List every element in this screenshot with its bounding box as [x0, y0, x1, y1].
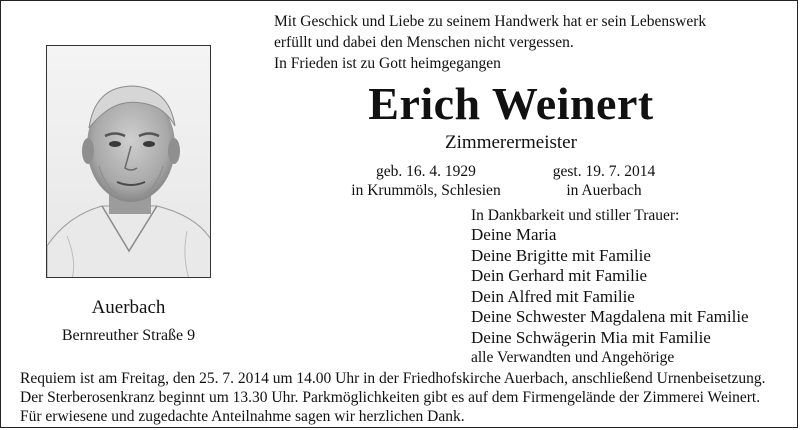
- mourners-intro: In Dankbarkeit und stiller Trauer:: [471, 207, 680, 224]
- death-place: in Auerbach: [566, 182, 642, 199]
- notice-line-3: Für erwiesene und zugedachte Anteilnahme sagen wir herzlichen Dank.: [20, 408, 465, 425]
- motto-line-1: Mit Geschick und Liebe zu seinem Handwerk hat er sein Lebenswerk: [274, 13, 707, 30]
- portrait-image: [47, 46, 211, 278]
- motto-line-2: erfüllt und dabei den Menschen nicht vergessen.: [274, 34, 574, 51]
- deceased-profession: Zimmerermeister: [445, 132, 577, 153]
- peace-text: In Frieden ist zu Gott heimgegangen: [274, 55, 501, 72]
- mourner-entry: Deine Schwägerin Mia mit Familie: [471, 327, 711, 347]
- birth-info: [327, 162, 525, 200]
- death-info: [543, 162, 665, 200]
- mourners-list: [471, 206, 749, 367]
- address-city: Auerbach: [91, 297, 166, 318]
- address-street: Bernreuther Straße 9: [61, 327, 196, 344]
- birth-place: in Krummöls, Schlesien: [351, 182, 501, 199]
- mourner-entry: Deine Schwester Magdalena mit Familie: [471, 307, 749, 326]
- deceased-name: Erich Weinert: [368, 78, 654, 129]
- mourner-entry: Deine Brigitte mit Familie: [471, 245, 651, 265]
- mourner-entry: Dein Alfred mit Familie: [471, 286, 635, 306]
- portrait-photo: [46, 45, 211, 278]
- birth-date: geb. 16. 4. 1929: [376, 163, 476, 180]
- funeral-notice: [20, 369, 766, 426]
- mourner-entry: Deine Maria: [471, 225, 557, 244]
- notice-line-1: Requiem ist am Freitag, den 25. 7. 2014 um 14.00 Uhr in der Friedhofskirche Auerbach, anschließend Urnenbeisetzung.: [20, 370, 766, 387]
- mourner-entry: Dein Gerhard mit Familie: [471, 266, 648, 285]
- notice-line-2: Der Sterberosenkranz beginnt um 13.30 Uhr. Parkmöglichkeiten gibt es auf dem Firmengelände der Zimmerei Weinert.: [20, 389, 761, 406]
- death-date: gest. 19. 7. 2014: [552, 163, 656, 180]
- motto-text: [274, 11, 706, 53]
- mourners-outro: alle Verwandten und Angehörige: [471, 349, 675, 366]
